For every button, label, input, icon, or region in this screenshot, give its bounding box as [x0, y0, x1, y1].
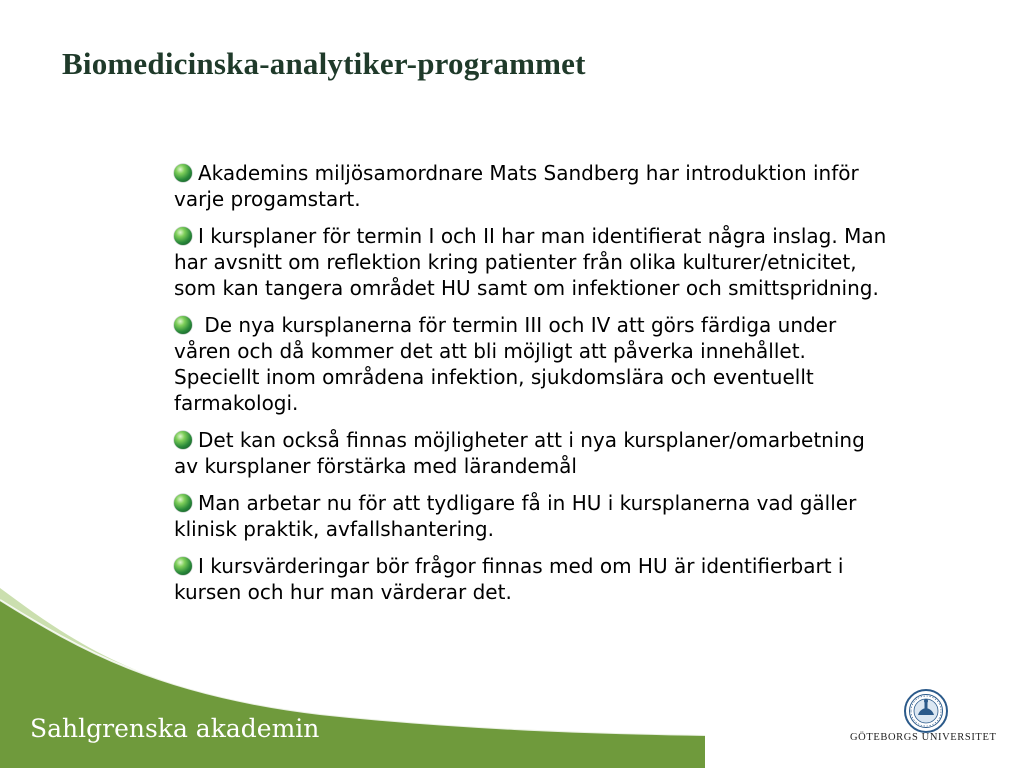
green-sphere-bullet-icon [174, 227, 192, 245]
bullet-text: De nya kursplanerna för termin III och IV att görs färdiga under våren och då kommer det att bli möjligt att påverka innehållet. Speciellt inom områdena infektion, sjukdomslära och eventuellt farmakologi. [174, 313, 837, 415]
bullet-list [174, 160, 894, 616]
university-name: GÖTEBORGS UNIVERSITET [850, 732, 997, 743]
bullet-text: Man arbetar nu för att tydligare få in HU i kursplanerna vad gäller klinisk praktik, avfallshantering. [174, 491, 857, 541]
green-sphere-bullet-icon [174, 557, 192, 575]
university-seal-icon [903, 688, 949, 734]
bullet-text: Det kan också finnas möjligheter att i nya kursplaner/omarbetning av kursplaner förstärka med lärandemål [174, 428, 865, 478]
academy-name: Sahlgrenska akademin [30, 714, 320, 743]
slide-title: Biomedicinska-analytiker-programmet [62, 46, 586, 81]
bullet-item [174, 490, 894, 542]
bullet-item [174, 427, 894, 479]
bullet-text: Akademins miljösamordnare Mats Sandberg har introduktion inför varje progamstart. [174, 161, 859, 211]
green-sphere-bullet-icon [174, 494, 192, 512]
bullet-item [174, 312, 894, 416]
bullet-item [174, 553, 894, 605]
bullet-text: I kursplaner för termin I och II har man identifierat några inslag. Man har avsnitt om reflektion kring patienter från olika kulturer/etnicitet, som kan tangera området HU samt om infektioner och smittspridning. [174, 224, 887, 300]
bullet-text: I kursvärderingar bör frågor finnas med om HU är identifierbart i kursen och hur man värderar det. [174, 554, 844, 604]
green-sphere-bullet-icon [174, 431, 192, 449]
green-sphere-bullet-icon [174, 164, 192, 182]
bullet-item [174, 160, 894, 212]
green-sphere-bullet-icon [174, 316, 192, 334]
bullet-item [174, 223, 894, 301]
